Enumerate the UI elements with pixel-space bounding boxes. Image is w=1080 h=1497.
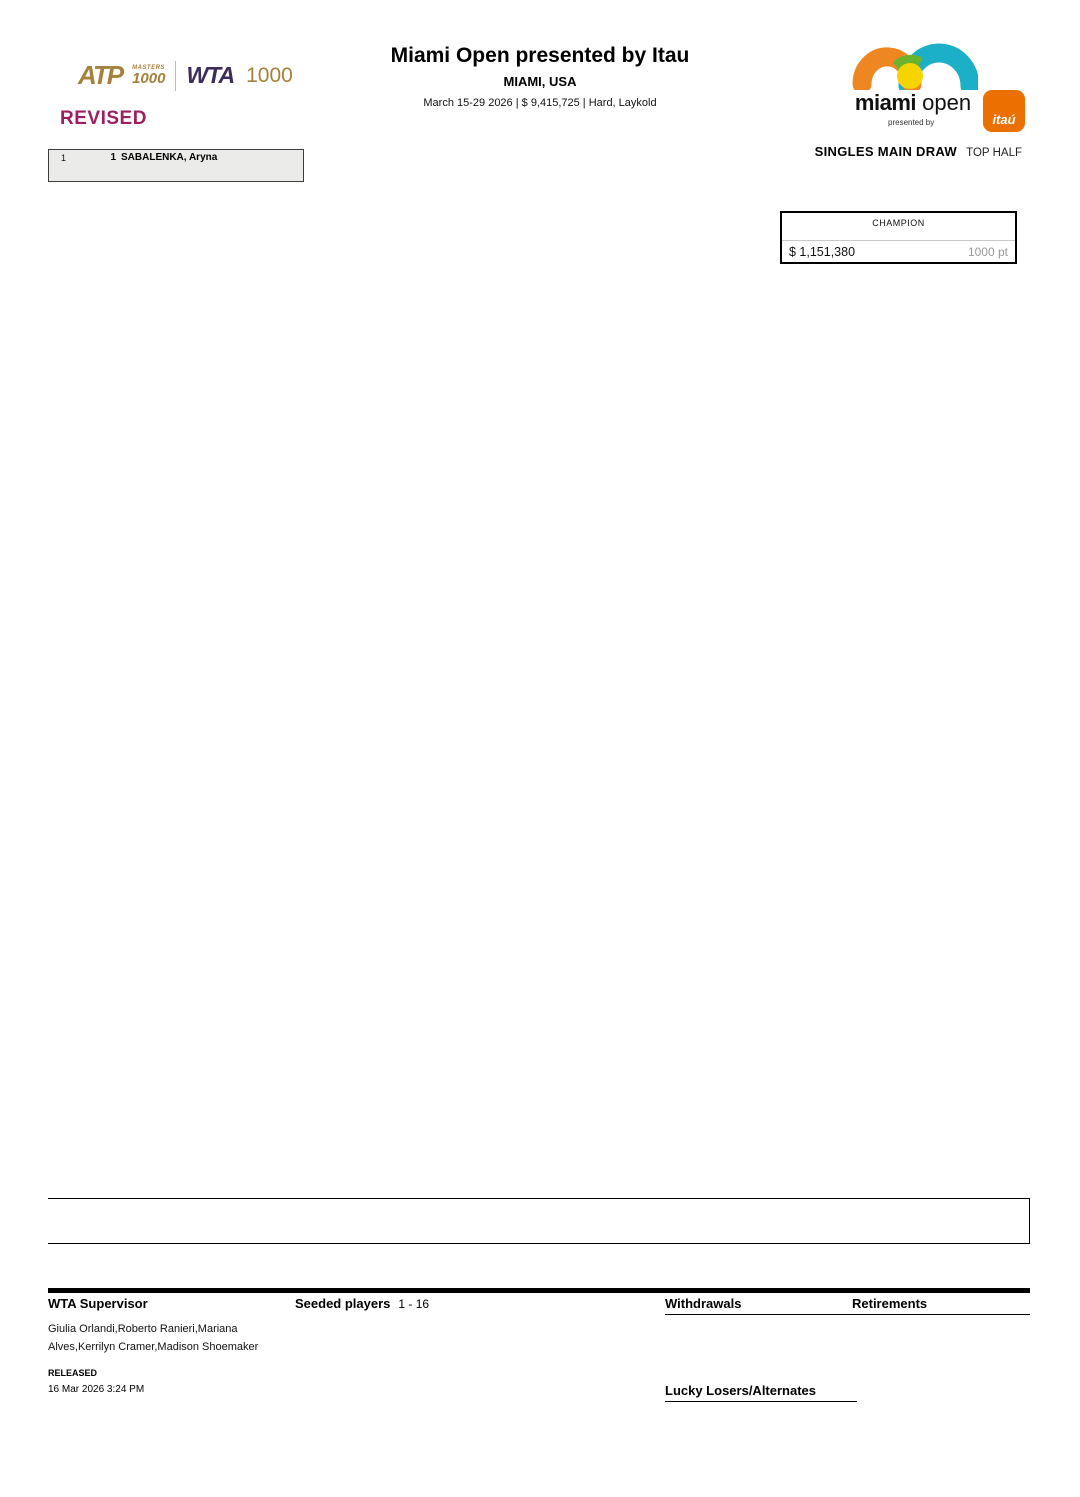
released-date: 16 Mar 2026 3:24 PM [48, 1384, 145, 1395]
singles-main-draw-label: SINGLES MAIN DRAW [814, 144, 957, 159]
seeded-range: 1 - 16 [398, 1297, 430, 1311]
supervisor-section [48, 1296, 283, 1356]
draw-position-number: 1 [60, 152, 66, 163]
draw-header [815, 144, 1022, 159]
atp-masters-1000: MASTERS 1000 [132, 65, 166, 87]
revised-label: REVISED [60, 108, 147, 129]
lucky-losers-title: Lucky Losers/Alternates [665, 1383, 857, 1402]
draw-pair-box [48, 149, 304, 182]
champion-prize-row [782, 240, 1015, 262]
released-label: RELEASED [48, 1368, 98, 1378]
top-half-label: TOP HALF [966, 147, 1022, 159]
entry-player-name: SABALENKA, Aryna [121, 152, 218, 164]
wta-1000: 1000 [246, 63, 293, 87]
lucky-losers-section [665, 1383, 857, 1402]
title-block [290, 44, 790, 109]
champion-points: 1000 pt [967, 244, 1008, 259]
logo-divider [175, 61, 176, 91]
atp-logo: ATP [78, 60, 123, 90]
tournament-location: MIAMI, USA [503, 74, 577, 89]
retirements-section [852, 1296, 1030, 1315]
seeded-players-section [295, 1296, 657, 1320]
champion-box [780, 211, 1017, 264]
champion-prize: $ 1,151,380 [789, 244, 856, 259]
tour-logos [78, 60, 293, 91]
entry-seed-number: 1 [110, 152, 116, 164]
retirements-title: Retirements [852, 1296, 1030, 1315]
presented-by-label: presented by [888, 118, 935, 127]
miami-open-wordmark: miami open [854, 90, 972, 115]
supervisor-names: Giulia Orlandi,Roberto Ranieri,Mariana Alves,Kerrilyn Cramer,Madison Shoemaker [48, 1323, 259, 1353]
miami-open-logo [848, 28, 1028, 138]
wta-logo: WTA [186, 62, 235, 88]
seeded-players-title: Seeded players 1 - 16 [295, 1296, 430, 1311]
released-section [48, 1368, 144, 1395]
footer-divider-bar [48, 1288, 1030, 1293]
champion-label: CHAMPION [872, 218, 925, 228]
rounds-prize-table [48, 1198, 1030, 1244]
tournament-title: Miami Open presented by Itau [390, 44, 690, 67]
withdrawals-title: Withdrawals [665, 1296, 857, 1315]
itau-logo: itaú [983, 90, 1025, 132]
tournament-details: March 15-29 2026 | $ 9,415,725 | Hard, Laykold [423, 97, 657, 109]
withdrawals-section [665, 1296, 857, 1315]
draw-entry-row [49, 150, 303, 165]
supervisor-title: WTA Supervisor [48, 1296, 148, 1311]
miami-open-m-icon [848, 28, 978, 90]
